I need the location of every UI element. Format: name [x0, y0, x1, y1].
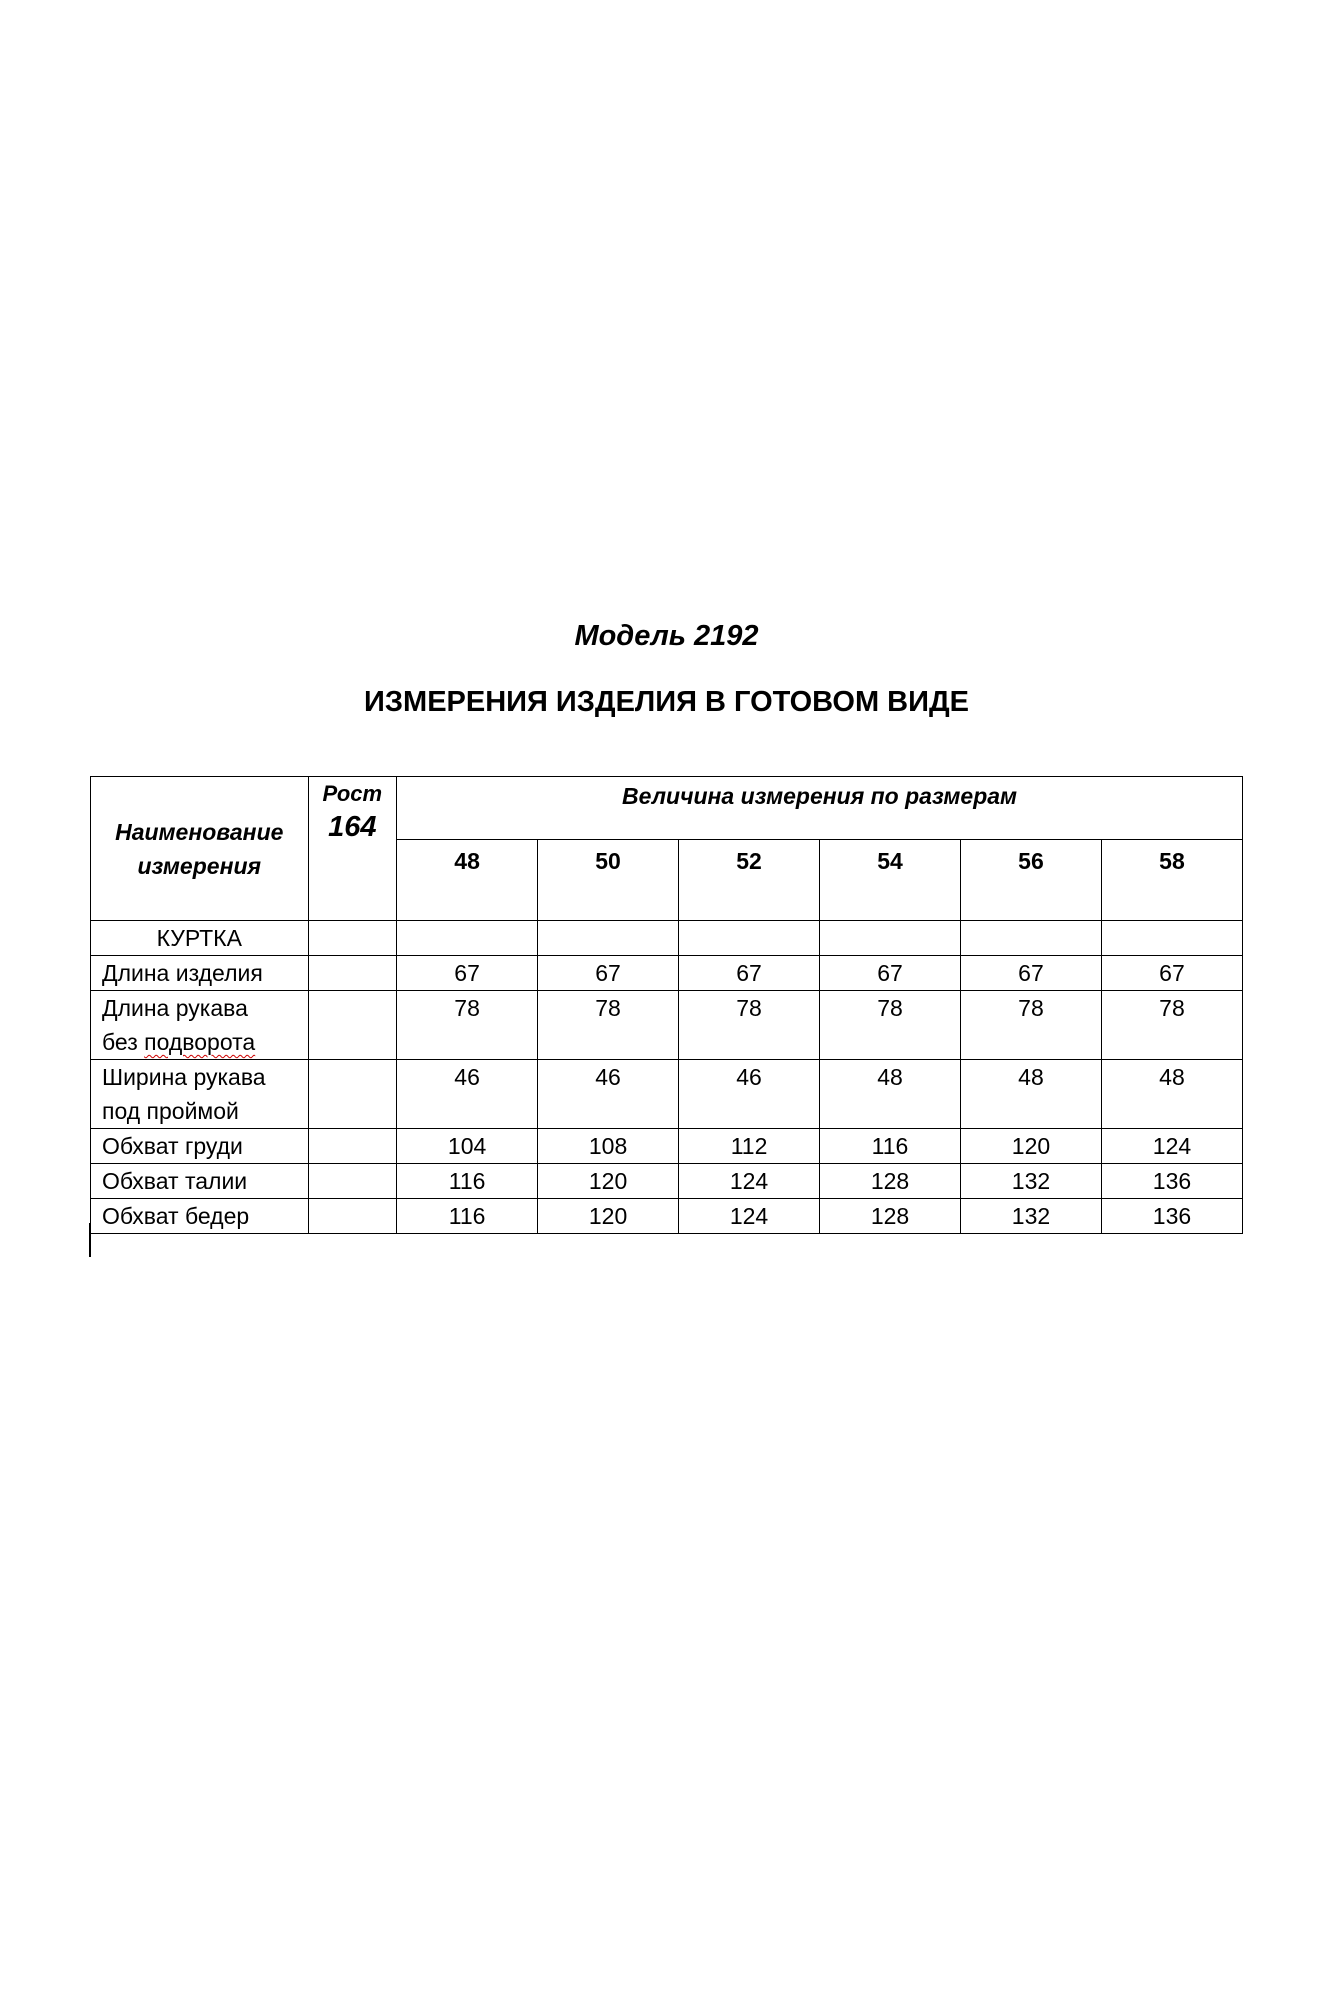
value-cell: 120 — [538, 1164, 679, 1199]
value-cell: 67 — [960, 956, 1101, 991]
size-header-cell: 54 — [820, 840, 961, 921]
header-height-label: Рост — [322, 781, 383, 806]
spellcheck-underlined-word: подворота — [144, 1029, 256, 1055]
measurement-name-cell — [91, 991, 309, 1060]
value-cell: 46 — [397, 1060, 538, 1129]
header-measurement-name — [91, 777, 309, 921]
value-cell: 136 — [1101, 1164, 1242, 1199]
size-header-cell: 52 — [679, 840, 820, 921]
measurement-name-cell — [91, 1164, 309, 1199]
measurement-name-cell — [91, 1199, 309, 1234]
section-label: КУРТКА — [91, 921, 309, 956]
empty-cell — [308, 956, 397, 991]
measurement-name-cell — [91, 956, 309, 991]
value-cell: 78 — [397, 991, 538, 1060]
value-cell: 67 — [679, 956, 820, 991]
value-cell: 132 — [960, 1199, 1101, 1234]
empty-cell — [679, 921, 820, 956]
header-measurement-name-text: Наименование измерения — [115, 818, 284, 879]
measurement-name-line2: под проймой — [102, 1098, 239, 1124]
empty-cell — [960, 921, 1101, 956]
measurement-name-line2: без подворота — [102, 1029, 256, 1055]
value-cell: 67 — [538, 956, 679, 991]
empty-cell — [308, 1060, 397, 1129]
value-cell: 78 — [538, 991, 679, 1060]
empty-cell — [308, 1199, 397, 1234]
value-cell: 120 — [960, 1129, 1101, 1164]
empty-cell — [397, 921, 538, 956]
value-cell: 67 — [1101, 956, 1242, 991]
value-cell: 128 — [820, 1164, 961, 1199]
value-cell: 78 — [1101, 991, 1242, 1060]
size-header-cell: 56 — [960, 840, 1101, 921]
value-cell: 48 — [960, 1060, 1101, 1129]
empty-cell — [820, 921, 961, 956]
value-cell: 136 — [1101, 1199, 1242, 1234]
measurement-name-line1: Длина изделия — [102, 960, 263, 986]
table-row — [91, 1199, 1243, 1234]
table-row — [91, 1129, 1243, 1164]
value-cell: 116 — [397, 1199, 538, 1234]
value-cell: 78 — [820, 991, 961, 1060]
empty-cell — [308, 921, 397, 956]
size-header-cell: 50 — [538, 840, 679, 921]
empty-cell — [308, 1164, 397, 1199]
value-cell: 124 — [1101, 1129, 1242, 1164]
value-cell: 46 — [538, 1060, 679, 1129]
table-row — [91, 1060, 1243, 1129]
header-height — [308, 777, 397, 921]
measurement-name-line1: Обхват груди — [102, 1133, 243, 1159]
table-row — [91, 1164, 1243, 1199]
header-row — [91, 777, 1243, 840]
measurement-name-line1: Ширина рукава — [102, 1064, 266, 1090]
measurement-name-cell — [91, 1060, 309, 1129]
table-row — [91, 991, 1243, 1060]
empty-cell — [538, 921, 679, 956]
section-row — [91, 921, 1243, 956]
value-cell: 78 — [679, 991, 820, 1060]
measurements-table — [90, 776, 1243, 1234]
size-header-cell: 58 — [1101, 840, 1242, 921]
value-cell: 67 — [820, 956, 961, 991]
value-cell: 132 — [960, 1164, 1101, 1199]
measurement-name-line1: Обхват талии — [102, 1168, 248, 1194]
value-cell: 116 — [397, 1164, 538, 1199]
value-cell: 128 — [820, 1199, 961, 1234]
value-cell: 116 — [820, 1129, 961, 1164]
value-cell: 120 — [538, 1199, 679, 1234]
value-cell: 48 — [1101, 1060, 1242, 1129]
header-size-group: Величина измерения по размерам — [397, 777, 1243, 840]
value-cell: 78 — [960, 991, 1101, 1060]
table-trailing-border — [89, 1223, 91, 1257]
value-cell: 108 — [538, 1129, 679, 1164]
value-cell: 67 — [397, 956, 538, 991]
table-row — [91, 956, 1243, 991]
measurement-name-line1: Длина рукава — [102, 995, 248, 1021]
value-cell: 48 — [820, 1060, 961, 1129]
empty-cell — [308, 1129, 397, 1164]
model-title: Модель 2192 — [574, 620, 759, 652]
value-cell: 104 — [397, 1129, 538, 1164]
value-cell: 124 — [679, 1164, 820, 1199]
size-header-cell: 48 — [397, 840, 538, 921]
measurement-name-cell — [91, 1129, 309, 1164]
value-cell: 46 — [679, 1060, 820, 1129]
measurement-name-line1: Обхват бедер — [102, 1203, 250, 1229]
value-cell: 112 — [679, 1129, 820, 1164]
document-title: ИЗМЕРЕНИЯ ИЗДЕЛИЯ В ГОТОВОМ ВИДЕ — [364, 686, 969, 718]
empty-cell — [308, 991, 397, 1060]
value-cell: 124 — [679, 1199, 820, 1234]
header-height-value: 164 — [328, 811, 377, 843]
empty-cell — [1101, 921, 1242, 956]
